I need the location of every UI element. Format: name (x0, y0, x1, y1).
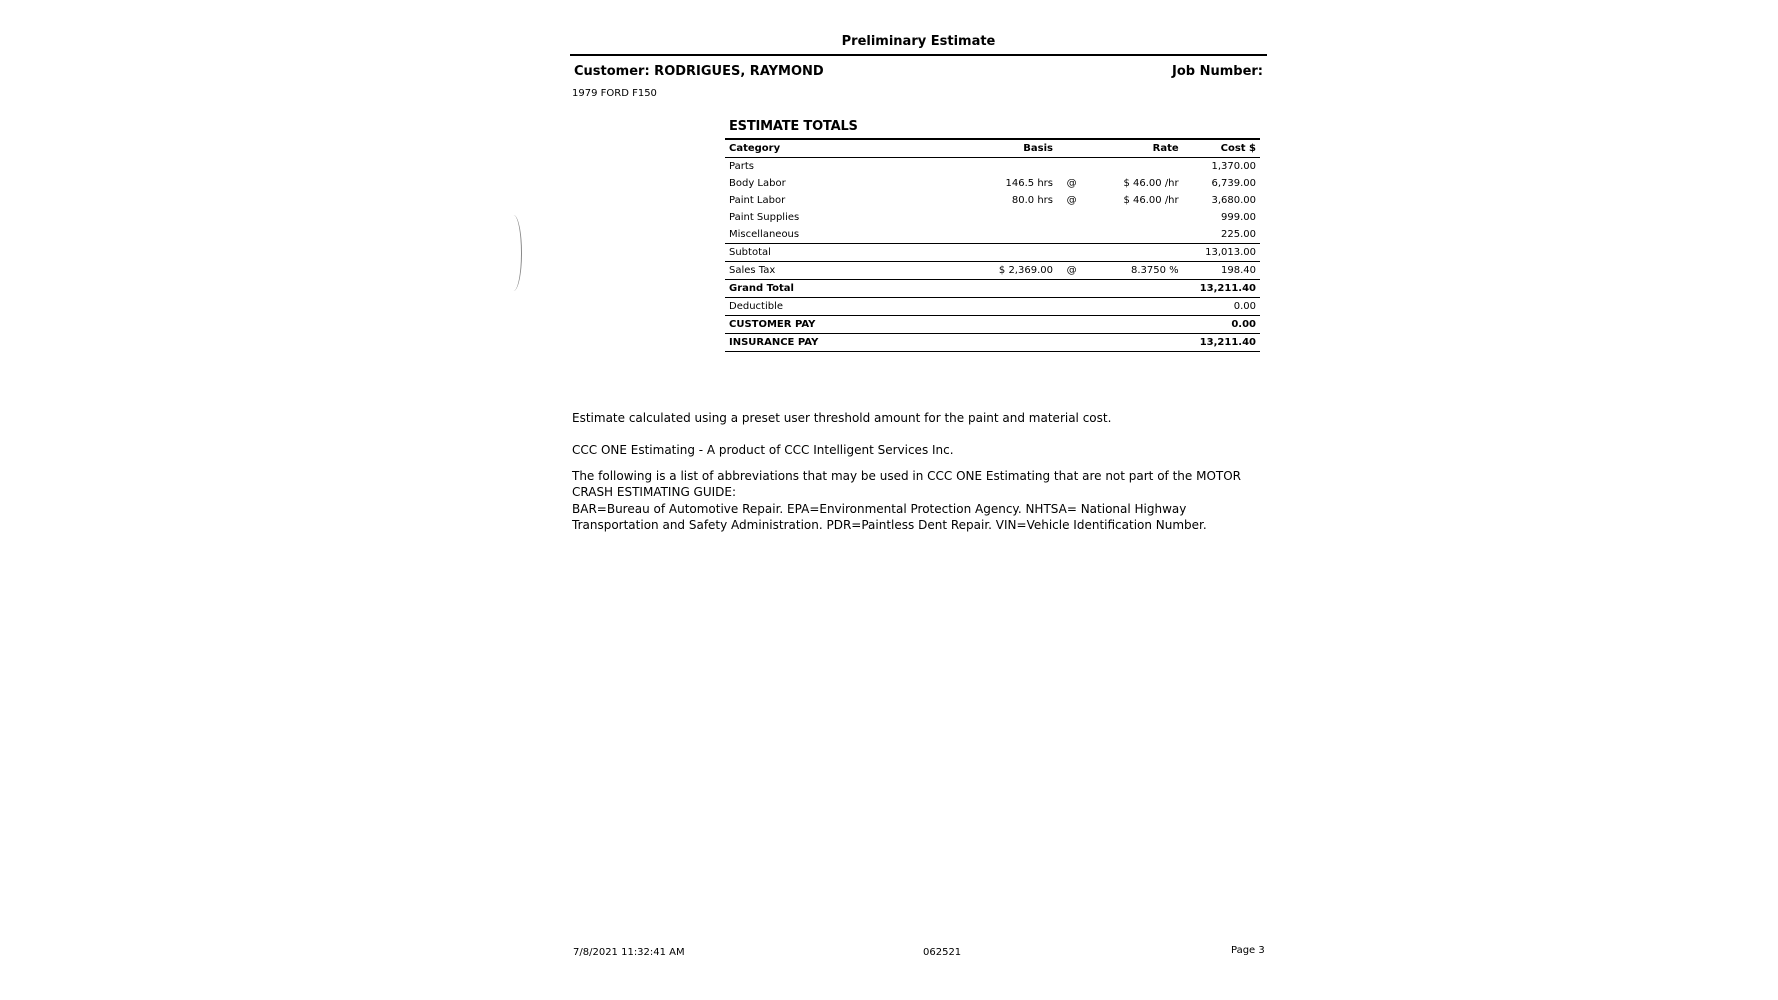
row-rate (1086, 158, 1182, 176)
abbrev-intro-line-1: The following is a list of abbreviations that may be used in CCC ONE Estimating that are not part of the MOTOR (572, 469, 1242, 483)
row-at (1057, 334, 1086, 352)
row-category: Deductible (725, 298, 985, 316)
table-header-row (725, 139, 1260, 158)
row-cost: 0.00 (1183, 298, 1260, 316)
row-cost: 225.00 (1221, 229, 1256, 240)
row-category: Parts (729, 161, 754, 172)
abbrev-line-1: BAR=Bureau of Automotive Repair. EPA=Environmental Protection Agency. NHTSA= National Highway (572, 502, 1187, 516)
row-rate: $ 46.00 /hr (1123, 195, 1179, 206)
row-basis (985, 334, 1057, 352)
vehicle-description: 1979 FORD F150 (572, 88, 657, 99)
row-at (1057, 244, 1086, 262)
subtotal-row (725, 244, 1260, 262)
row-basis (985, 280, 1057, 298)
estimate-totals-table (725, 138, 1260, 352)
row-at: @ (1066, 195, 1077, 206)
row-rate: $ 46.00 /hr (1123, 178, 1179, 189)
row-at (1057, 316, 1086, 334)
abbrev-line-2: Transportation and Safety Administration. PDR=Paintless Dent Repair. VIN=Vehicle Identification Number. (572, 518, 1207, 532)
insurance-pay-row (725, 334, 1260, 352)
customer-pay-row (725, 316, 1260, 334)
footer-datetime: 7/8/2021 11:32:41 AM (573, 947, 685, 958)
row-rate: 8.3750 % (1086, 262, 1182, 280)
scan-mark (505, 215, 522, 291)
row-cost: 198.40 (1183, 262, 1260, 280)
row-rate (1086, 244, 1182, 262)
row-at (1057, 298, 1086, 316)
row-at: @ (1066, 178, 1077, 189)
row-basis (985, 298, 1057, 316)
row-category: CUSTOMER PAY (725, 316, 985, 334)
column-header-at (1057, 139, 1086, 158)
row-basis: 146.5 hrs (1005, 178, 1053, 189)
row-cost: 13,211.40 (1183, 334, 1260, 352)
row-category: Sales Tax (725, 262, 985, 280)
row-at (1057, 280, 1086, 298)
row-cost: 13,013.00 (1183, 244, 1260, 262)
row-cost: 13,211.40 (1183, 280, 1260, 298)
table-row (725, 158, 1260, 176)
estimate-totals-title: ESTIMATE TOTALS (729, 119, 858, 134)
row-category: Miscellaneous (729, 229, 800, 240)
row-cost: 0.00 (1183, 316, 1260, 334)
row-cost: 3,680.00 (1211, 195, 1256, 206)
row-basis: $ 2,369.00 (985, 262, 1057, 280)
column-header-category: Category (729, 143, 781, 154)
threshold-note: Estimate calculated using a preset user threshold amount for the paint and material cost. (572, 411, 1112, 425)
row-basis (985, 226, 1057, 244)
row-basis (985, 244, 1057, 262)
row-rate (1086, 298, 1182, 316)
row-basis (985, 316, 1057, 334)
row-rate (1086, 316, 1182, 334)
sales-tax-row (725, 262, 1260, 280)
job-number-label: Job Number: (1171, 64, 1263, 79)
row-rate (1086, 226, 1182, 244)
table-row (725, 192, 1260, 209)
table-row (725, 226, 1260, 244)
row-rate (1086, 334, 1182, 352)
row-category: Paint Labor (729, 195, 786, 206)
row-at (1057, 226, 1086, 244)
row-category: Paint Supplies (729, 212, 800, 223)
row-basis (985, 158, 1057, 176)
row-cost: 6,739.00 (1211, 178, 1256, 189)
page-title: Preliminary Estimate (841, 34, 996, 49)
row-basis (985, 209, 1057, 226)
row-category: INSURANCE PAY (725, 334, 985, 352)
row-at (1057, 158, 1086, 176)
column-header-rate: Rate (1152, 143, 1179, 154)
row-category: Subtotal (725, 244, 985, 262)
row-at: @ (1057, 262, 1086, 280)
row-rate (1086, 280, 1182, 298)
row-rate (1086, 209, 1182, 226)
customer-name: Customer: RODRIGUES, RAYMOND (574, 64, 824, 79)
row-category: Grand Total (725, 280, 985, 298)
header-rule (570, 54, 1267, 56)
column-header-basis: Basis (1023, 143, 1053, 154)
row-at (1057, 209, 1086, 226)
grand-total-row (725, 280, 1260, 298)
product-note: CCC ONE Estimating - A product of CCC Intelligent Services Inc. (572, 443, 954, 457)
row-basis: 80.0 hrs (1011, 195, 1053, 206)
row-cost: 1,370.00 (1211, 161, 1256, 172)
abbrev-intro-line-2: CRASH ESTIMATING GUIDE: (572, 485, 737, 499)
footer-code: 062521 (923, 947, 962, 958)
row-category: Body Labor (729, 178, 786, 189)
footer-page-number: Page 3 (1231, 945, 1265, 956)
deductible-row (725, 298, 1260, 316)
column-header-cost: Cost $ (1220, 143, 1256, 154)
row-cost: 999.00 (1221, 212, 1256, 223)
table-row (725, 175, 1260, 192)
table-row (725, 209, 1260, 226)
